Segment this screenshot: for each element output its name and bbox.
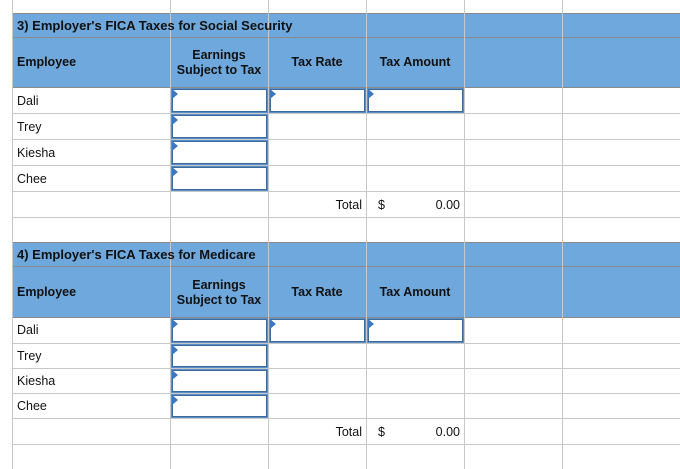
input-marker-icon — [368, 319, 374, 329]
grid-line — [268, 0, 269, 469]
input-marker-icon — [270, 319, 276, 329]
input-marker-icon — [172, 89, 178, 99]
grid-line — [12, 444, 680, 445]
input-marker-icon — [172, 345, 178, 355]
input-marker-icon — [172, 141, 178, 151]
ss-employee-name: Kiesha — [17, 146, 56, 160]
grid-line — [366, 0, 367, 469]
med-employee-name: Dali — [17, 323, 39, 337]
ss-employee-name: Dali — [17, 94, 39, 108]
ss-section-title: 3) Employer's FICA Taxes for Social Security — [17, 18, 293, 33]
med-col-employee: Employee — [17, 285, 77, 299]
grid-line — [12, 191, 680, 192]
ss-col-amount: Tax Amount — [379, 55, 451, 69]
ss-col-employee: Employee — [17, 55, 77, 69]
ss-tax-rate-input[interactable] — [269, 88, 366, 113]
input-marker-icon — [368, 89, 374, 99]
input-marker-icon — [270, 89, 276, 99]
med-earnings-input-chee[interactable] — [171, 394, 268, 418]
med-col-earnings: Earnings Subject to Tax — [176, 278, 262, 307]
grid-line — [12, 343, 680, 344]
med-tax-rate-input[interactable] — [269, 318, 366, 343]
med-total-currency: $ — [378, 425, 385, 439]
ss-total-label: Total — [335, 198, 362, 212]
med-earnings-input-trey[interactable] — [171, 344, 268, 368]
ss-earnings-input-trey[interactable] — [171, 114, 268, 139]
grid-line — [12, 368, 680, 369]
ss-col-rate: Tax Rate — [291, 55, 343, 69]
grid-line — [464, 0, 465, 469]
grid-line — [12, 242, 680, 243]
ss-employee-name: Chee — [17, 172, 47, 186]
ss-col-earnings: Earnings Subject to Tax — [176, 48, 262, 77]
grid-line — [12, 266, 680, 267]
ss-earnings-input-dali[interactable] — [171, 88, 268, 113]
med-total-label: Total — [335, 425, 362, 439]
ss-earnings-input-kiesha[interactable] — [171, 140, 268, 165]
med-col-rate: Tax Rate — [291, 285, 343, 299]
med-tax-amount-input[interactable] — [367, 318, 464, 343]
ss-total-currency: $ — [378, 198, 385, 212]
grid-line — [12, 139, 680, 140]
grid-line — [12, 0, 13, 469]
med-employee-name: Kiesha — [17, 374, 56, 388]
input-marker-icon — [172, 319, 178, 329]
grid-line — [12, 217, 680, 218]
grid-line — [12, 37, 680, 38]
med-section-title: 4) Employer's FICA Taxes for Medicare — [17, 247, 256, 262]
grid-line — [562, 0, 563, 469]
grid-line — [12, 393, 680, 394]
med-earnings-input-dali[interactable] — [171, 318, 268, 343]
ss-earnings-input-chee[interactable] — [171, 166, 268, 191]
grid-line — [12, 113, 680, 114]
input-marker-icon — [172, 395, 178, 405]
grid-line — [12, 165, 680, 166]
med-employee-name: Trey — [17, 349, 42, 363]
grid-line — [12, 418, 680, 419]
ss-total-value: 0.00 — [435, 198, 460, 212]
med-total-value: 0.00 — [435, 425, 460, 439]
input-marker-icon — [172, 167, 178, 177]
ss-employee-name: Trey — [17, 120, 42, 134]
med-col-amount: Tax Amount — [379, 285, 451, 299]
med-employee-name: Chee — [17, 399, 47, 413]
ss-tax-amount-input[interactable] — [367, 88, 464, 113]
med-earnings-input-kiesha[interactable] — [171, 369, 268, 393]
grid-line — [12, 13, 680, 14]
input-marker-icon — [172, 370, 178, 380]
input-marker-icon — [172, 115, 178, 125]
